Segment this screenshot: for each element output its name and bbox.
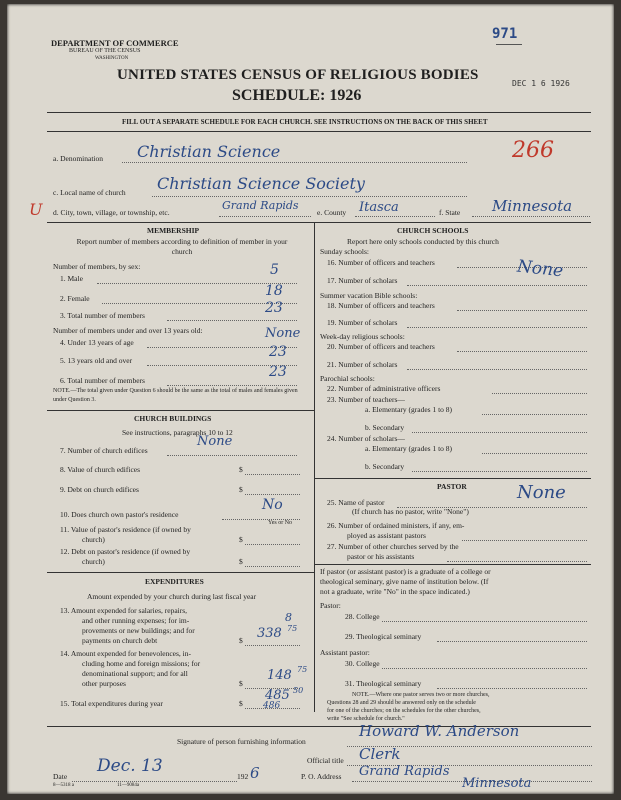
total-members-label: 3. Total number of members	[60, 311, 145, 320]
pastor-note-4: write "See schedule for church."	[327, 716, 405, 722]
male-label: 1. Male	[60, 274, 83, 283]
q23a-line	[482, 414, 587, 415]
q11-label-1: 11. Value of pastor's residence (if owned by	[60, 525, 191, 534]
q14-line-2: cluding home and foreign missions; for	[82, 659, 201, 668]
q15-label: 15. Total expenditures during year	[60, 699, 163, 708]
county-value: Itasca	[359, 200, 399, 215]
graduate-rule	[314, 564, 591, 565]
expenditures-rule	[47, 572, 314, 573]
q18-line	[457, 310, 587, 311]
q11-line	[245, 544, 300, 545]
q26-label-1: 26. Number of ordained ministers, if any, em-	[327, 521, 465, 530]
q11-label-2: church)	[82, 535, 105, 544]
q8-label: 8. Value of church edifices	[60, 465, 141, 474]
state-value: Minnesota	[492, 197, 573, 215]
q24b-label: b. Secondary	[365, 462, 405, 471]
q23-label: 23. Number of teachers—	[327, 395, 405, 404]
female-label: 2. Female	[60, 294, 90, 303]
q15-cents: 50	[293, 686, 304, 695]
q12-label-1: 12. Debt on pastor's residence (if owned by	[60, 547, 191, 556]
q10-label: 10. Does church own pastor's residence	[60, 510, 179, 519]
q21-line	[407, 369, 587, 370]
buildings-title: CHURCH BUILDINGS	[134, 414, 212, 423]
q15-correction: 486	[263, 701, 281, 711]
q20-label: 20. Number of officers and teachers	[327, 342, 435, 351]
q17-line	[407, 285, 587, 286]
q14-line-4: other purposes	[82, 679, 126, 688]
date-value: Dec. 13	[97, 756, 163, 776]
census-schedule-sheet	[7, 4, 614, 794]
po-address-label: P. O. Address	[301, 772, 342, 781]
year-prefix: 192	[237, 772, 249, 781]
graduate-note-3: not a graduate, write "No" in the space indicated.)	[320, 587, 470, 596]
q7-line	[167, 455, 297, 456]
pastor-name-value: None	[517, 482, 566, 503]
pastor-note-3: for one of the churches; on the schedules for the other churches,	[327, 708, 481, 714]
schools-title: CHURCH SCHOOLS	[397, 226, 469, 235]
form-code: 8—5318 a	[53, 783, 74, 788]
yes-no-hint: Yes or No	[268, 520, 293, 526]
q21-label: 21. Number of scholars	[327, 360, 398, 369]
q27-line	[447, 561, 587, 562]
q15-value: 485	[265, 688, 290, 703]
over-13-value: 23	[269, 344, 287, 360]
city-town-label: d. City, town, village, or township, etc.	[53, 208, 170, 217]
schools-subtitle: Report here only schools conducted by this church	[347, 237, 499, 246]
local-name-line	[152, 196, 467, 197]
q23a-label: a. Elementary (grades 1 to 8)	[365, 405, 453, 414]
under-13-label: 4. Under 13 years of age	[60, 338, 134, 347]
po-address-value: Grand Rapids	[359, 764, 450, 779]
q9-dollar: $	[239, 485, 243, 494]
q30-label: 30. College	[345, 659, 380, 668]
q9-line	[245, 494, 300, 495]
q13-line-3: provements or new buildings; and for	[82, 626, 195, 635]
buildings-rule	[47, 410, 314, 411]
q19-line	[407, 327, 587, 328]
year-suffix: 6	[250, 764, 260, 782]
graduate-note-2: theological seminary, give name of institution below. (If	[320, 577, 489, 586]
q29-label: 29. Theological seminary	[345, 632, 422, 641]
q25-label: 25. Name of pastor	[327, 498, 385, 507]
q26-label-2: ployed as assistant pastors	[347, 531, 426, 540]
date-line	[72, 781, 237, 782]
q8-dollar: $	[239, 465, 243, 474]
q14-value: 148	[267, 668, 292, 683]
q22-label: 22. Number of administrative officers	[327, 384, 441, 393]
form-title: UNITED STATES CENSUS OF RELIGIOUS BODIES	[117, 67, 479, 83]
county-line	[355, 216, 435, 217]
q27-label-1: 27. Number of other churches served by the	[327, 542, 459, 551]
by-sex-label: Number of members, by sex:	[53, 262, 141, 271]
q28-line	[382, 621, 587, 622]
form-code-2: 11—9084a	[117, 783, 140, 788]
q18-label: 18. Number of officers and teachers	[327, 301, 435, 310]
q13-value: 338	[257, 626, 282, 641]
total-6-label: 6. Total number of members	[60, 376, 145, 385]
male-value: 5	[270, 262, 279, 278]
q23b-label: b. Secondary	[365, 423, 405, 432]
schedule-number-stamp: 971	[492, 26, 518, 42]
graduate-note-1: If pastor (or assistant pastor) is a graduate of a college or	[320, 567, 491, 576]
female-value: 18	[265, 283, 283, 299]
pastor-note-1: NOTE.—Where one pastor serves two or more churches,	[352, 692, 490, 698]
number-underline	[496, 44, 522, 45]
under-13-value: None	[265, 326, 301, 341]
q26-line	[462, 540, 587, 541]
column-divider	[314, 222, 315, 712]
date-label: Date	[53, 772, 68, 781]
q30-line	[382, 668, 587, 669]
q24b-line	[412, 471, 587, 472]
q14-line-3: denominational support; and for all	[82, 669, 188, 678]
q31-line	[437, 688, 587, 689]
q12-line	[245, 566, 300, 567]
q13-cents: 75	[287, 624, 298, 633]
q20-line	[457, 351, 587, 352]
identity-rule	[47, 222, 591, 223]
bureau-label: BUREAU OF THE CENSUS	[69, 48, 141, 54]
signature-value: Howard W. Anderson	[359, 722, 520, 740]
signature-label: Signature of person furnishing information	[177, 737, 306, 746]
q22-line	[492, 393, 587, 394]
q14-cents: 75	[297, 665, 308, 674]
q14-dollar: $	[239, 679, 243, 688]
city-label: WASHINGTON	[95, 56, 129, 61]
received-date-stamp: DEC 1 6 1926	[512, 79, 570, 88]
q24a-label: a. Elementary (grades 1 to 8)	[365, 444, 453, 453]
q17-label: 17. Number of scholars	[327, 276, 398, 285]
assistant-pastor-label: Assistant pastor:	[320, 648, 370, 657]
denomination-code: 266	[512, 138, 554, 163]
official-title-value: Clerk	[359, 745, 401, 763]
summer-schools-label: Summer vacation Bible schools:	[320, 291, 418, 300]
q12-dollar: $	[239, 557, 243, 566]
po-address-value-2: Minnesota	[462, 776, 532, 791]
q7-label: 7. Number of church edifices	[60, 446, 148, 455]
q9-label: 9. Debt on church edifices	[60, 485, 139, 494]
q13-line-2: and other running expenses; for im-	[82, 616, 190, 625]
q19-label: 19. Number of scholars	[327, 318, 398, 327]
age-label: Number of members under and over 13 years old:	[53, 326, 203, 335]
q8-line	[245, 474, 300, 475]
q13-correction: 8	[285, 611, 292, 624]
q14-line-1: 14. Amount expended for benevolences, in-	[60, 649, 192, 658]
total-members-value: 23	[265, 300, 283, 316]
over-13-label: 5. 13 years old and over	[60, 356, 133, 365]
q13-line	[245, 645, 300, 646]
q13-line-1: 13. Amount expended for salaries, repairs,	[60, 606, 188, 615]
denomination-label: a. Denomination	[53, 154, 103, 163]
q31-label: 31. Theological seminary	[345, 679, 422, 688]
local-name-label: c. Local name of church	[53, 188, 126, 197]
local-name-value: Christian Science Society	[157, 174, 365, 193]
total-6-line	[167, 385, 297, 386]
city-value: Grand Rapids	[222, 199, 299, 212]
weekday-schools-label: Week-day religious schools:	[320, 332, 405, 341]
q10-value: No	[262, 497, 283, 513]
q24-label: 24. Number of scholars—	[327, 434, 405, 443]
sunday-schools-label: Sunday schools:	[320, 247, 369, 256]
q7-value: None	[197, 434, 233, 449]
membership-subtitle: Report number of members according to definition of member in your church	[76, 237, 288, 256]
q12-label-2: church)	[82, 557, 105, 566]
q13-line-4: payments on church debt	[82, 636, 158, 645]
q23b-line	[412, 432, 587, 433]
q28-label: 28. College	[345, 612, 380, 621]
buildings-subtitle: See instructions, paragraphs 10 to 12	[122, 428, 233, 437]
denomination-line	[122, 162, 467, 163]
q29-line	[437, 641, 587, 642]
schedule-title: SCHEDULE: 1926	[232, 87, 362, 104]
state-line	[472, 216, 590, 217]
county-label: e. County	[317, 208, 347, 217]
parochial-schools-label: Parochial schools:	[320, 374, 375, 383]
pastor-label: Pastor:	[320, 601, 341, 610]
margin-mark: U	[29, 200, 43, 219]
schools-none-value: None	[516, 256, 565, 282]
total-members-line	[167, 320, 297, 321]
header-rule	[47, 112, 591, 113]
instruction-line: FILL OUT A SEPARATE SCHEDULE FOR EACH CHURCH. SEE INSTRUCTIONS ON THE BACK OF THIS SHEET	[122, 118, 488, 126]
pastor-title: PASTOR	[437, 482, 467, 491]
total-6-value: 23	[269, 364, 287, 380]
instruction-rule	[47, 131, 591, 132]
membership-note: NOTE.—The total given under Question 6 should be the same as the total of males and females given under Question 3.	[53, 388, 298, 403]
department-label: DEPARTMENT OF COMMERCE	[51, 38, 179, 48]
q11-dollar: $	[239, 535, 243, 544]
city-line	[219, 216, 311, 217]
q13-dollar: $	[239, 636, 243, 645]
pastor-note-2: Questions 28 and 29 should be answered only on the schedule	[327, 700, 476, 706]
expenditures-subtitle: Amount expended by your church during last fiscal year	[87, 592, 257, 601]
q27-label-2: pastor or his assistants	[347, 552, 415, 561]
expenditures-title: EXPENDITURES	[145, 577, 204, 586]
q15-dollar: $	[239, 699, 243, 708]
q24a-line	[482, 453, 587, 454]
q25-note: (If church has no pastor, write "None")	[352, 507, 469, 516]
state-label: f. State	[439, 208, 461, 217]
membership-title: MEMBERSHIP	[147, 226, 200, 235]
q16-label: 16. Number of officers and teachers	[327, 258, 435, 267]
pastor-rule	[314, 478, 591, 479]
denomination-value: Christian Science	[137, 142, 281, 161]
official-title-label: Official title	[307, 756, 344, 765]
